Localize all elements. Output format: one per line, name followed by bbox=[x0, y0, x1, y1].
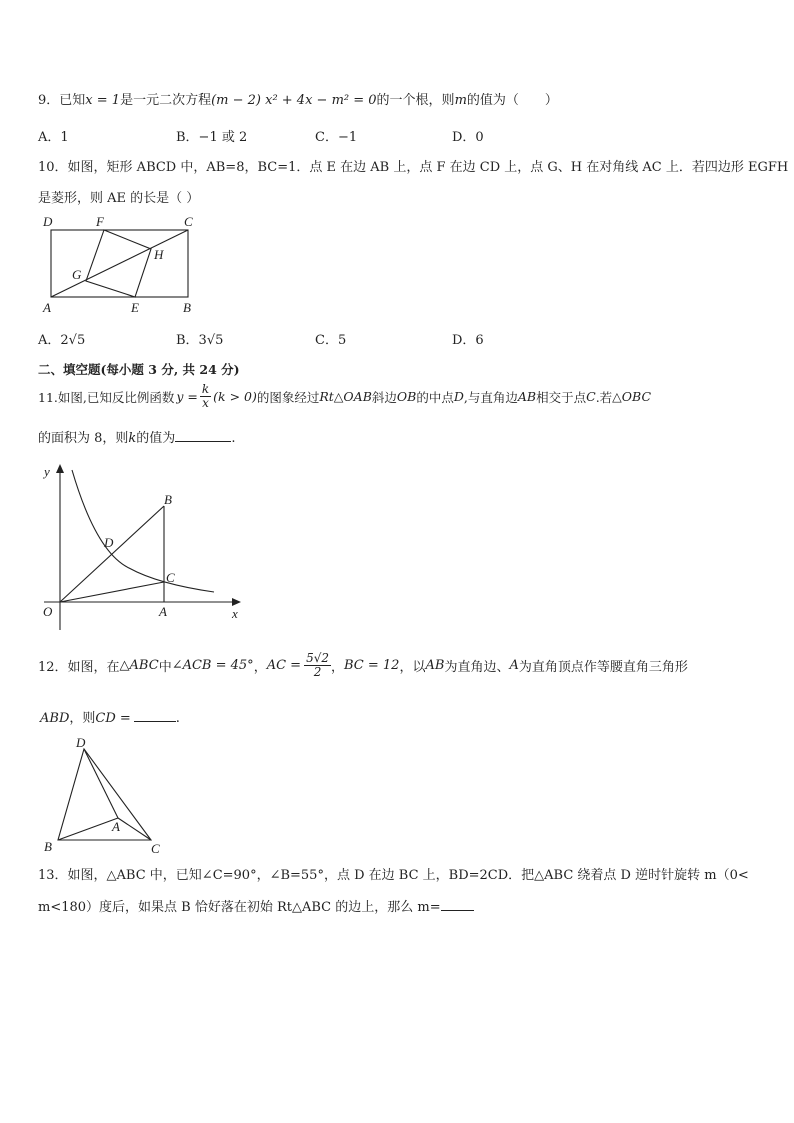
section-fill-in-title: 二、填空题(每小题 3 分, 共 24 分) bbox=[38, 362, 240, 377]
q12-sep1: ， bbox=[253, 660, 267, 676]
q9-option-c: C．−1 bbox=[315, 130, 358, 145]
q10-line1: 10．如图，矩形 ABCD 中，AB=8，BC=1．点 E 在边 AB 上，点 F 在边 CD 上，点 G、H 在对角线 AC 上．若四边形 EGFH bbox=[38, 160, 789, 175]
q9-option-d: D．0 bbox=[452, 130, 484, 145]
label-D: D bbox=[43, 214, 53, 229]
q12-abc: △ABC bbox=[119, 658, 159, 674]
triangle-outline bbox=[58, 749, 151, 840]
q11-mid2: 斜边 bbox=[371, 389, 397, 405]
q11-func-lhs: y = bbox=[176, 389, 198, 405]
q12-ac-fraction bbox=[304, 652, 331, 679]
q13-line2 bbox=[38, 896, 474, 915]
label-D: D bbox=[76, 735, 86, 750]
q12-ac: AC = bbox=[266, 658, 302, 674]
q12-line2-mid: ，则 bbox=[69, 711, 96, 726]
q12-mid3: 为直角边、 bbox=[444, 660, 510, 676]
label-F: F bbox=[96, 214, 104, 229]
label-A: A bbox=[43, 300, 51, 315]
q12-line2 bbox=[40, 707, 180, 726]
label-A: A bbox=[112, 819, 120, 834]
diagonal-ac bbox=[51, 230, 188, 297]
q9-equation: (m − 2) x² + 4x − m² = 0 bbox=[211, 93, 377, 108]
q11-mid4: ,与直角边 bbox=[463, 389, 518, 405]
q9-option-a: A．1 bbox=[38, 130, 69, 145]
q9-option-b: B．−1 或 2 bbox=[176, 130, 248, 145]
q9-line bbox=[38, 89, 558, 108]
q12-line2-end: . bbox=[175, 711, 180, 726]
q10-figure bbox=[38, 212, 208, 320]
label-B: B bbox=[164, 492, 172, 507]
q12-cd: CD = bbox=[95, 711, 131, 726]
q13-answer-blank[interactable] bbox=[441, 898, 474, 911]
q12-pre: 12．如图，在 bbox=[38, 660, 120, 676]
label-E: E bbox=[131, 300, 139, 315]
q11-line2 bbox=[38, 427, 235, 446]
segment-ob bbox=[60, 506, 164, 602]
q11-mid3: 的中点 bbox=[416, 389, 454, 405]
q10-option-b: B．3√5 bbox=[176, 333, 224, 348]
q11-line2-a: 的面积为 8，则 bbox=[38, 431, 129, 446]
x-axis-arrow bbox=[232, 598, 241, 606]
segment-ac bbox=[118, 818, 151, 840]
q11-line2-b: 的值为 bbox=[136, 431, 176, 446]
q9-text-b: 是一元二次方程 bbox=[120, 93, 212, 108]
q11-fraction bbox=[200, 383, 211, 410]
q9-text-d: 的值为（ ） bbox=[466, 93, 558, 108]
q12-ac-den: 2 bbox=[313, 665, 322, 680]
q11-line1 bbox=[38, 383, 651, 410]
q11-pre: 11.如图,已知反比例函数 bbox=[38, 389, 175, 405]
label-O: O bbox=[43, 604, 53, 619]
q11-func-cond: (k > 0) bbox=[213, 389, 257, 405]
q12-figure bbox=[38, 734, 178, 854]
q12-a: A bbox=[509, 658, 519, 674]
label-D: D bbox=[104, 535, 114, 550]
label-B: B bbox=[183, 300, 191, 315]
q12-ac-num: 5√2 bbox=[306, 651, 329, 665]
q10-option-d: D．6 bbox=[452, 333, 484, 348]
label-C: C bbox=[184, 214, 193, 229]
q10-line2: 是菱形，则 AE 的长是（ ） bbox=[38, 191, 200, 206]
q13-line1: 13．如图，△ABC 中，已知∠C=90°，∠B=55°，点 D 在边 BC 上，BD=2CD．把△ABC 绕着点 D 逆时针旋转 m（0< bbox=[38, 868, 749, 883]
label-C: C bbox=[166, 570, 175, 585]
hyperbola-curve bbox=[72, 470, 214, 592]
segment-ba bbox=[58, 818, 118, 840]
q11-d: D bbox=[453, 389, 464, 405]
label-x: x bbox=[232, 606, 238, 621]
q11-mid: 的图象经过 bbox=[256, 389, 320, 405]
q11-c: C bbox=[586, 389, 596, 405]
q12-abd: ABD bbox=[40, 711, 70, 726]
q11-k: k bbox=[128, 431, 137, 446]
q10-option-c: C．5 bbox=[315, 333, 347, 348]
q12-ab: AB bbox=[425, 658, 445, 674]
label-H: H bbox=[154, 247, 164, 262]
q11-mid5: 相交于点 bbox=[536, 389, 587, 405]
label-A: A bbox=[159, 604, 167, 619]
q12-mid: 中 bbox=[158, 660, 172, 676]
q12-bc: BC = 12 bbox=[344, 658, 400, 674]
y-axis-arrow bbox=[56, 464, 64, 473]
q9-text-c: 的一个根，则 bbox=[376, 93, 455, 108]
q11-ab: AB bbox=[517, 389, 537, 405]
label-y: y bbox=[44, 464, 50, 479]
q12-sep2: ， bbox=[331, 660, 345, 676]
q12-angle: ∠ACB = 45° bbox=[171, 658, 254, 674]
segment-da bbox=[84, 749, 118, 818]
q12-mid2: ，以 bbox=[399, 660, 426, 676]
q11-func-num: k bbox=[201, 382, 210, 396]
q12-line1 bbox=[38, 652, 688, 679]
q12-answer-blank[interactable] bbox=[134, 709, 176, 722]
q11-figure bbox=[38, 460, 248, 635]
q9-var-m: m bbox=[454, 93, 467, 108]
q11-answer-blank[interactable] bbox=[175, 428, 231, 442]
q9-number: 9． bbox=[38, 93, 60, 108]
label-C: C bbox=[151, 841, 160, 854]
q9-text-a: 已知 bbox=[59, 93, 86, 108]
q11-func-den: x bbox=[202, 396, 209, 411]
q11-ob: OB bbox=[396, 389, 417, 405]
label-B: B bbox=[44, 839, 52, 854]
q12-mid4: 为直角顶点作等腰直角三角形 bbox=[518, 660, 688, 676]
q11-triangle: Rt△OAB bbox=[319, 389, 372, 405]
q9-math-x1: x = 1 bbox=[85, 93, 121, 108]
q10-option-a: A．2√5 bbox=[38, 333, 86, 348]
q11-line2-end: . bbox=[231, 431, 236, 446]
label-G: G bbox=[72, 267, 82, 282]
q13-line2-text: m<180）度后，如果点 B 恰好落在初始 Rt△ABC 的边上，那么 m= bbox=[38, 900, 441, 915]
q11-obc: △OBC bbox=[612, 389, 652, 405]
segment-oc bbox=[60, 582, 164, 602]
q11-mid6: .若 bbox=[595, 389, 613, 405]
